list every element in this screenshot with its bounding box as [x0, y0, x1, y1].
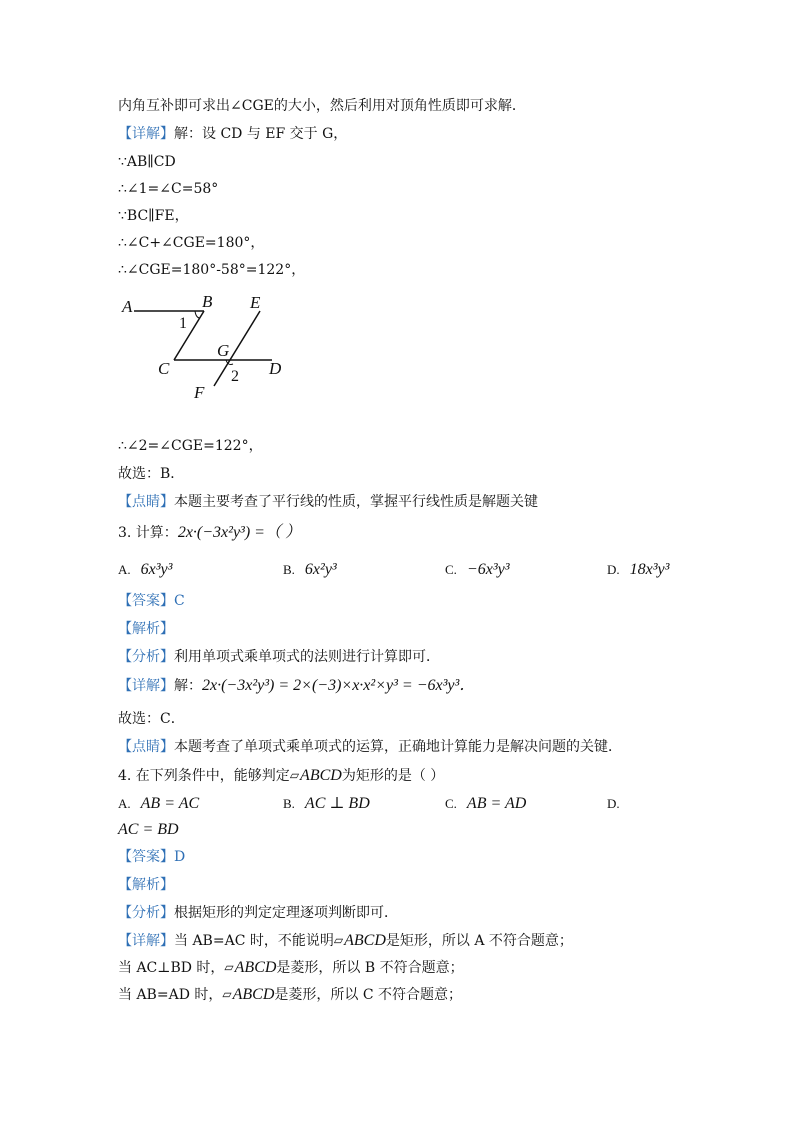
label-a: A	[122, 297, 133, 316]
question-3-expression: 2x·(−3x²y³) =（ ）	[177, 524, 301, 541]
label-d: D	[269, 359, 282, 378]
detail-4-c-post: 是菱形，所以 C 不符合题意；	[274, 987, 463, 1003]
dianjing-3-text: 本题考查了单项式乘单项式的运算，正确地计算能力是解决问题的关键．	[174, 739, 622, 755]
q3-option-b	[283, 560, 337, 580]
q3-option-c-label: C.	[445, 562, 457, 577]
geometry-figure	[118, 290, 298, 402]
analysis-4: 【解析】	[118, 877, 174, 893]
fenxi-4-tag: 【分析】	[118, 905, 174, 921]
q3-option-b-label: B.	[283, 562, 295, 577]
detail-3	[118, 677, 475, 695]
q4-option-b-label: B.	[283, 796, 295, 811]
parallelogram-icon: ▱	[333, 933, 344, 947]
detail-4-tag: 【详解】	[118, 933, 174, 949]
detail-4-c-abcd	[222, 986, 274, 1003]
label-2: 2	[231, 368, 239, 385]
detail-4-c-abcd-text: ABCD	[232, 986, 275, 1003]
question-4-post: 为矩形的是（ ）	[341, 768, 445, 784]
text-line-9: 故选：B．	[118, 466, 185, 482]
q4-option-b	[283, 794, 370, 814]
detail-4-a-pre: 当 AB=AC 时，不能说明	[174, 933, 334, 949]
text-line-5: ∵BC∥FE，	[118, 208, 189, 224]
fenxi-4	[118, 904, 398, 922]
text-line-6: ∴∠C+∠CGE=180°，	[118, 235, 265, 251]
parallelogram-icon: ▱	[224, 960, 234, 974]
parallelogram-icon: ▱	[289, 768, 300, 782]
q4-option-a-label: A.	[118, 796, 131, 811]
fenxi-3	[118, 648, 440, 666]
label-g: G	[217, 341, 230, 360]
detail-4-a-post: 是矩形，所以 A 不符合题意；	[385, 933, 573, 949]
question-3-label: 3. 计算：	[118, 525, 178, 541]
text-line-3: ∵AB∥CD	[118, 154, 176, 170]
detail-4-a	[118, 931, 573, 950]
label-f: F	[194, 383, 205, 402]
fenxi-3-text: 利用单项式乘单项式的法则进行计算即可．	[174, 649, 440, 665]
q3-option-d	[607, 560, 669, 580]
detail-4-a-abcd	[334, 932, 386, 949]
detail-tag: 【详解】	[118, 126, 174, 142]
question-3	[118, 524, 301, 542]
dianjing-3-tag: 【点睛】	[118, 739, 174, 755]
detail-text: 解：设 CD 与 EF 交于 G，	[174, 126, 348, 142]
angle-1-arc	[195, 311, 200, 318]
dianjing-text: 本题主要考查了平行线的性质，掌握平行线性质是解题关键	[174, 494, 538, 510]
detail-3-tag: 【详解】	[118, 678, 174, 694]
q4-option-d	[118, 820, 179, 840]
q4-option-a	[118, 794, 199, 814]
answer-4: 【答案】D	[118, 849, 186, 865]
q4-option-d-label-wrap	[607, 794, 630, 814]
q3-option-b-value: 6x²y³	[304, 561, 337, 578]
fenxi-3-tag: 【分析】	[118, 649, 174, 665]
q4-option-d-value: AC = BD	[118, 821, 179, 838]
dianjing-tag: 【点睛】	[118, 494, 174, 510]
detail-4-b-abcd-text: ABCD	[234, 959, 277, 976]
detail-4-c	[118, 985, 462, 1004]
question-4-abcd	[290, 767, 342, 784]
text-line-7: ∴∠CGE=180°-58°=122°，	[118, 262, 306, 278]
detail-3-expression: 2x·(−3x²y³) = 2×(−3)×x·x²×y³ = −6x³y³．	[202, 677, 476, 694]
detail-4-b-pre: 当 AC⊥BD 时，	[118, 960, 225, 976]
text-line-1: 内角互补即可求出∠CGE的大小，然后利用对顶角性质即可求解．	[118, 98, 526, 114]
q3-option-a-label: A.	[118, 562, 131, 577]
q3-option-a	[118, 560, 172, 580]
q3-option-d-label: D.	[607, 562, 620, 577]
answer-3-text: 【答案】C	[118, 593, 185, 609]
label-c: C	[158, 359, 170, 378]
answer-3	[118, 592, 185, 610]
label-1: 1	[179, 315, 187, 332]
question-4-abcd-text: ABCD	[300, 767, 342, 784]
detail-4-c-pre: 当 AB=AD 时，	[118, 987, 223, 1003]
q4-option-c	[445, 794, 526, 814]
question-4	[118, 766, 444, 785]
question-4-pre: 4. 在下列条件中，能够判定	[118, 768, 290, 784]
q4-option-a-value: AB = AC	[140, 795, 200, 812]
label-b: B	[202, 292, 213, 311]
q3-option-c	[445, 560, 510, 580]
dianjing-3	[118, 738, 622, 756]
q3-option-c-value: −6x³y³	[466, 561, 510, 578]
q4-option-c-label: C.	[445, 796, 457, 811]
text-line-10	[118, 493, 538, 511]
detail-4-a-abcd-text: ABCD	[344, 932, 386, 949]
choose-3: 故选：C．	[118, 711, 185, 727]
label-e: E	[250, 293, 261, 312]
q4-option-d-label: D.	[607, 796, 620, 811]
analysis-3: 【解析】	[118, 621, 174, 637]
detail-4-b	[118, 958, 464, 977]
q4-option-c-value: AB = AD	[466, 795, 527, 812]
detail-4-b-abcd	[224, 959, 276, 976]
detail-3-pre: 解：	[174, 678, 202, 694]
q4-option-b-value: AC ⊥ BD	[304, 795, 370, 812]
q3-option-d-value: 18x³y³	[629, 561, 670, 578]
text-line-2	[118, 125, 347, 143]
text-line-8: ∴∠2=∠CGE=122°，	[118, 438, 263, 454]
q3-option-a-value: 6x³y³	[140, 561, 173, 578]
fenxi-4-text: 根据矩形的判定定理逐项判断即可．	[174, 905, 398, 921]
parallelogram-icon: ▱	[222, 987, 232, 1001]
text-line-4: ∴∠1=∠C=58°	[118, 181, 219, 197]
detail-4-b-post: 是菱形，所以 B 不符合题意；	[276, 960, 464, 976]
